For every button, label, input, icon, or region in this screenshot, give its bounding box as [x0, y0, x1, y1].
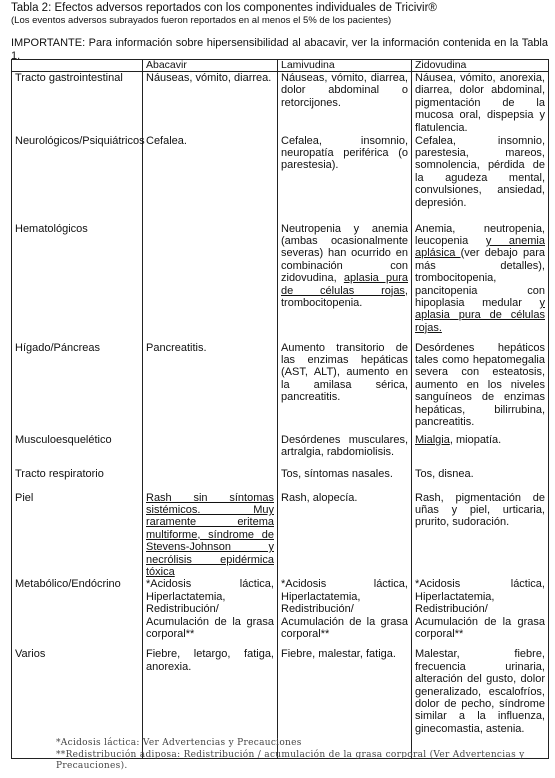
- zidovudina-cell: *Acidosis láctica, Hiperlactatemia, Redistribución/ Acumulación de la grasa corporal**: [412, 578, 549, 648]
- cell-text: (ver debajo para más detalles), trombocitopenia, pancitopenia con hipoplasia medular: [415, 247, 545, 309]
- lamivudina-cell: Náuseas, vómito, diarrea, dolor abdominal o retorcijones.: [278, 72, 412, 135]
- important-note: IMPORTANTE: Para información sobre hipersensibilidad al abacavir, ver la información contenida en la Tabla 1.: [11, 37, 548, 62]
- table-subtitle: (Los eventos adversos subrayados fueron reportados en al menos el 5% de los pacientes): [11, 15, 392, 26]
- table-row: [12, 468, 549, 492]
- table-row: [12, 223, 549, 342]
- abacavir-cell: Náuseas, vómito, diarrea.: [143, 72, 278, 135]
- adverse-effects-table: [11, 59, 549, 759]
- abacavir-cell: Cefalea.: [143, 135, 278, 223]
- zidovudina-cell: [412, 223, 549, 342]
- lamivudina-cell: *Acidosis láctica, Hiperlactatemia, Redistribución/ Acumulación de la grasa corporal**: [278, 578, 412, 648]
- table-row: [12, 342, 549, 434]
- lamivudina-cell: [278, 223, 412, 342]
- zidovudina-cell: Tos, disnea.: [412, 468, 549, 492]
- abacavir-cell: [143, 434, 278, 468]
- abacavir-cell: *Acidosis láctica, Hiperlactatemia, Redistribución/ Acumulación de la grasa corporal**: [143, 578, 278, 648]
- lamivudina-cell: Tos, síntomas nasales.: [278, 468, 412, 492]
- cell-text: Neutropenia y anemia (ambas ocasionalmente severas) han ocurrido en combinación con zidovudina,: [281, 222, 408, 285]
- abacavir-cell: [143, 223, 278, 342]
- cell-text: Anemia, neutropenia, leucopenia: [415, 222, 545, 247]
- row-system-cell: Neurológicos/Psiquiátricos: [12, 135, 143, 223]
- column-header-abacavir: Abacavir: [143, 60, 278, 72]
- underlined-text: aplasia pura de células rojas,: [281, 272, 408, 297]
- row-system-cell: Metabólico/Endócrino: [12, 578, 143, 648]
- column-header-zidovudina: Zidovudina: [412, 60, 549, 72]
- underlined-text: Mialgia: [415, 433, 450, 446]
- abacavir-cell: Pancreatitis.: [143, 342, 278, 434]
- row-system-cell: Tracto respiratorio: [12, 468, 143, 492]
- lamivudina-cell: Aumento transitorio de las enzimas hepáticas (AST, ALT), aumento en la amilasa sérica, pancreatitis.: [278, 342, 412, 434]
- column-header-system: [12, 60, 143, 72]
- row-system-cell: Varios: [12, 648, 143, 758]
- row-system-cell: Piel: [12, 492, 143, 579]
- table-row: [12, 578, 549, 648]
- zidovudina-cell: Malestar, fiebre, frecuencia urinaria, alteración del gusto, dolor generalizado, escalofríos, dolor de pecho, síndrome similar a la influenza, ginecomastia, astenia.: [412, 648, 549, 758]
- lamivudina-cell: Rash, alopecía.: [278, 492, 412, 579]
- row-system-cell: Tracto gastrointestinal: [12, 72, 143, 135]
- zidovudina-cell: Cefalea, insomnio, parestesia, mareos, somnolencia, pérdida de la agudeza mental, convulsiones, ansiedad, depresión.: [412, 135, 549, 223]
- underlined-text: y anemia aplásica: [415, 234, 545, 260]
- zidovudina-cell: Náusea, vómito, anorexia, diarrea, dolor abdominal, pigmentación de la mucosa oral, dispepsia y flatulencia.: [412, 72, 549, 135]
- abacavir-cell: Fiebre, letargo, fatiga, anorexia.: [143, 648, 278, 758]
- column-header-lamivudina: Lamivudina: [278, 60, 412, 72]
- footnote-acidosis: *Acidosis láctica: Ver Advertencias y Precauciones: [56, 738, 302, 748]
- lamivudina-cell: Cefalea, insomnio, neuropatía periférica (o parestesia).: [278, 135, 412, 223]
- cell-text: trombocitopenia.: [281, 296, 363, 309]
- table-row: [12, 434, 549, 468]
- footnote-redistribution: **Redistribución adiposa: Redistribución / acumulación de la grasa corporal (Ver Advertencias y Precauciones).: [56, 749, 525, 771]
- footnotes: [56, 738, 546, 773]
- table-row: [12, 492, 549, 579]
- zidovudina-cell: [412, 434, 549, 468]
- row-system-cell: Hígado/Páncreas: [12, 342, 143, 434]
- table-header-row: [12, 60, 549, 72]
- row-system-cell: Hematológicos: [12, 223, 143, 342]
- table-row: [12, 72, 549, 135]
- lamivudina-cell: Desórdenes musculares, artralgia, rabdomiolisis.: [278, 434, 412, 468]
- underlined-text: y aplasia pura de células rojas.: [415, 296, 545, 334]
- abacavir-cell: Rash sin síntomas sistémicos. Muy raramente eritema multiforme, síndrome de Stevens-Johnson y necrólisis epidérmica tóxica: [143, 492, 278, 579]
- table-title: Tabla 2: Efectos adversos reportados con los componentes individuales de Tricivir®: [11, 2, 437, 14]
- zidovudina-cell: Rash, pigmentación de uñas y piel, urticaria, prurito, sudoración.: [412, 492, 549, 579]
- lamivudina-cell: Fiebre, malestar, fatiga.: [278, 648, 412, 758]
- row-system-cell: Musculoesquelético: [12, 434, 143, 468]
- table-row: [12, 135, 549, 223]
- zidovudina-cell: Desórdenes hepáticos tales como hepatomegalia severa con esteatosis, aumento en los niveles sanguíneos de enzimas hepáticas, bilirrubina, pancreatitis.: [412, 342, 549, 434]
- cell-text: , miopatía.: [449, 433, 502, 446]
- abacavir-cell: [143, 468, 278, 492]
